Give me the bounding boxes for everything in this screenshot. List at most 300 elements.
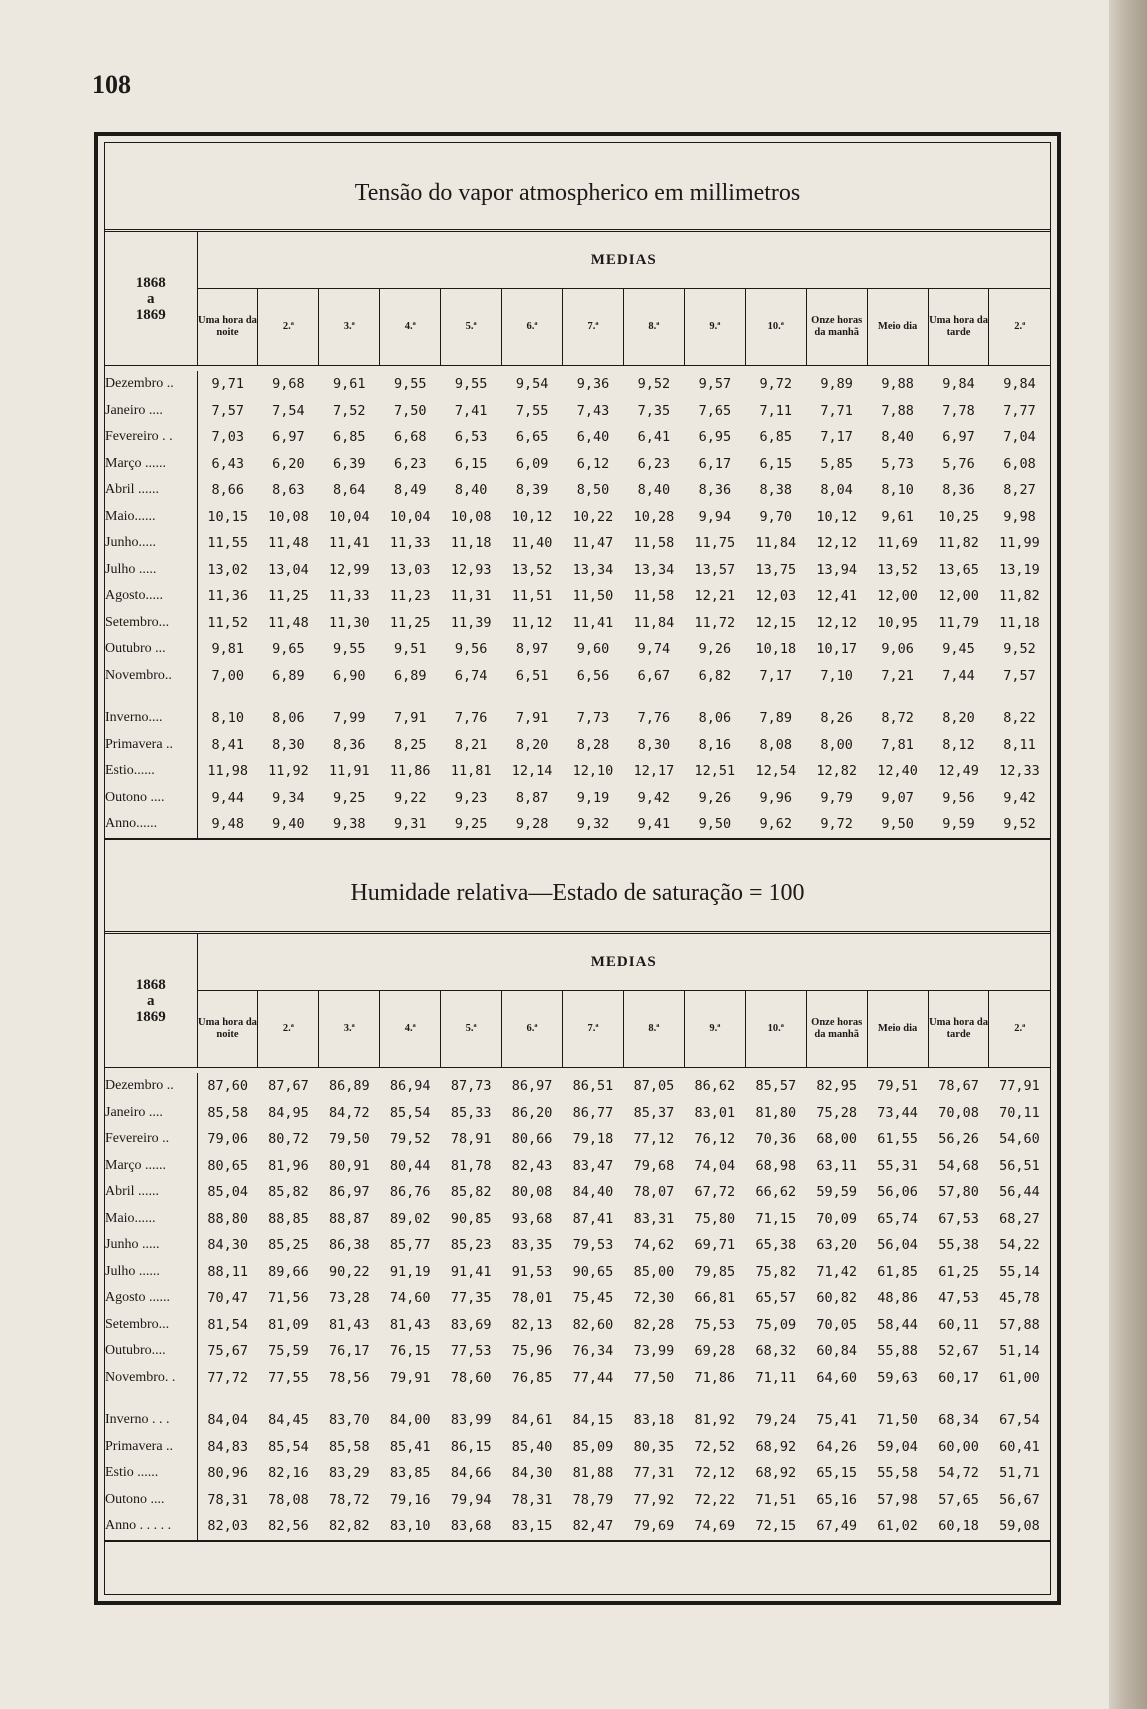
season-row xyxy=(105,705,1050,732)
table-cell: 93,68 xyxy=(511,1210,553,1227)
row-label: Outono .... xyxy=(105,785,197,812)
row-label: Julho ..... xyxy=(105,557,197,584)
row-label: Janeiro .... xyxy=(105,1100,197,1127)
table-cell: 79,18 xyxy=(572,1131,614,1148)
row-label: Junho..... xyxy=(105,530,197,557)
table-cell: 8,08 xyxy=(759,736,793,753)
table-cell: 83,15 xyxy=(511,1518,553,1535)
table-cell: 6,85 xyxy=(759,429,793,446)
month-row xyxy=(105,398,1050,425)
table-cell: 11,33 xyxy=(328,588,370,605)
table-cell: 12,15 xyxy=(755,614,797,631)
table-cell: 12,93 xyxy=(450,561,492,578)
table-cell: 75,67 xyxy=(207,1343,249,1360)
table-cell: 6,51 xyxy=(515,667,549,684)
table-cell: 81,96 xyxy=(268,1157,309,1174)
table-cell: 70,11 xyxy=(999,1104,1040,1121)
month-row xyxy=(105,477,1050,504)
month-row xyxy=(105,451,1050,478)
table-cell: 9,84 xyxy=(942,376,975,393)
row-label: Dezembro .. xyxy=(105,1073,197,1100)
row-label: Setembro... xyxy=(105,610,197,637)
row-label: Maio...... xyxy=(105,504,197,531)
table-cell: 7,99 xyxy=(333,710,366,727)
table-cell: 13,34 xyxy=(572,561,614,578)
table-cell: 75,96 xyxy=(511,1343,553,1360)
table-cell: 10,25 xyxy=(938,508,979,525)
table-cell: 11,18 xyxy=(999,614,1040,631)
table-cell: 60,17 xyxy=(938,1369,979,1386)
table-cell: 11,30 xyxy=(328,614,370,631)
table-cell: 57,88 xyxy=(999,1316,1040,1333)
table-cell: 85,09 xyxy=(572,1438,614,1455)
table-cell: 83,47 xyxy=(572,1157,614,1174)
table-cell: 73,28 xyxy=(328,1290,370,1307)
table-cell: 10,15 xyxy=(207,508,249,525)
table-cell: 9,74 xyxy=(637,641,671,658)
table-cell: 9,68 xyxy=(272,376,305,393)
column-header: 8.ª xyxy=(623,289,684,366)
table-cell: 11,31 xyxy=(450,588,492,605)
table-cell: 8,39 xyxy=(515,482,549,499)
table-cell: 6,89 xyxy=(272,667,305,684)
month-row xyxy=(105,1338,1050,1365)
table-cell: 56,06 xyxy=(877,1184,918,1201)
table-cell: 77,35 xyxy=(450,1290,492,1307)
table-cell: 84,72 xyxy=(328,1104,370,1121)
table-cell: 60,82 xyxy=(816,1290,857,1307)
table-cell: 11,81 xyxy=(450,763,492,780)
table-cell: 12,82 xyxy=(816,763,857,780)
vapor-tension-title: Tensão do vapor atmospherico em millimetros xyxy=(354,180,801,206)
table-cell: 9,88 xyxy=(881,376,914,393)
table-cell: 9,59 xyxy=(942,816,975,833)
row-label: Julho ...... xyxy=(105,1259,197,1286)
table-cell: 11,12 xyxy=(511,614,553,631)
table-cell: 6,95 xyxy=(698,429,732,446)
table-cell: 80,72 xyxy=(268,1131,309,1148)
table-cell: 88,11 xyxy=(207,1263,249,1280)
table-cell: 61,55 xyxy=(877,1131,918,1148)
row-label: Abril ...... xyxy=(105,477,197,504)
table-cell: 8,36 xyxy=(942,482,975,499)
table-cell: 81,43 xyxy=(389,1316,431,1333)
table-cell: 85,37 xyxy=(633,1104,675,1121)
table-cell: 11,58 xyxy=(633,535,675,552)
table-cell: 87,41 xyxy=(572,1210,614,1227)
table-cell: 5,76 xyxy=(942,455,975,472)
table-cell: 76,12 xyxy=(694,1131,736,1148)
table-cell: 78,79 xyxy=(572,1491,614,1508)
row-label: Novembro.. xyxy=(105,663,197,690)
table-cell: 85,25 xyxy=(268,1237,309,1254)
table-cell: 8,11 xyxy=(1003,736,1036,753)
column-header: 6.ª xyxy=(502,991,563,1068)
table-cell: 82,16 xyxy=(268,1465,309,1482)
table-cell: 7,04 xyxy=(1003,429,1036,446)
table-cell: 78,56 xyxy=(328,1369,370,1386)
table-cell: 13,52 xyxy=(511,561,553,578)
year-range-header xyxy=(105,933,197,1068)
table-cell: 82,56 xyxy=(268,1518,309,1535)
table-cell: 11,36 xyxy=(207,588,249,605)
table-cell: 8,50 xyxy=(576,482,610,499)
table-cell: 11,82 xyxy=(938,535,979,552)
table-cell: 85,33 xyxy=(450,1104,492,1121)
table-cell: 75,53 xyxy=(694,1316,736,1333)
table-cell: 89,02 xyxy=(389,1210,431,1227)
table-cell: 11,41 xyxy=(328,535,370,552)
data-table xyxy=(105,931,1050,1546)
table-cell: 61,85 xyxy=(877,1263,918,1280)
table-cell: 6,43 xyxy=(211,455,244,472)
season-row xyxy=(105,785,1050,812)
table-cell: 8,87 xyxy=(515,789,549,806)
table-cell: 55,14 xyxy=(999,1263,1040,1280)
row-label: Estio ...... xyxy=(105,1460,197,1487)
month-row xyxy=(105,1179,1050,1206)
table-cell: 71,51 xyxy=(755,1491,797,1508)
table-cell: 76,85 xyxy=(511,1369,553,1386)
table-cell: 7,10 xyxy=(820,667,853,684)
table-cell: 59,63 xyxy=(877,1369,918,1386)
table-cell: 9,98 xyxy=(1003,508,1036,525)
table-cell: 6,82 xyxy=(698,667,732,684)
table-cell: 9,34 xyxy=(272,789,305,806)
table-cell: 90,22 xyxy=(328,1263,370,1280)
table-cell: 65,15 xyxy=(816,1465,857,1482)
table-cell: 11,84 xyxy=(633,614,675,631)
table-cell: 8,66 xyxy=(211,482,244,499)
table-cell: 85,04 xyxy=(207,1184,249,1201)
month-row xyxy=(105,424,1050,451)
table-cell: 11,41 xyxy=(572,614,614,631)
table-cell: 51,71 xyxy=(999,1465,1040,1482)
table-cell: 10,17 xyxy=(816,641,857,658)
table-cell: 7,77 xyxy=(1003,402,1036,419)
column-header: 2.ª xyxy=(258,289,319,366)
table-cell: 72,15 xyxy=(755,1518,797,1535)
table-cell: 12,33 xyxy=(999,763,1040,780)
row-label: Novembro. . xyxy=(105,1365,197,1392)
column-header: 9.ª xyxy=(684,289,745,366)
table-cell: 77,92 xyxy=(633,1491,675,1508)
table-cell: 81,88 xyxy=(572,1465,614,1482)
month-row xyxy=(105,371,1050,398)
table-cell: 13,04 xyxy=(268,561,309,578)
table-cell: 63,20 xyxy=(816,1237,857,1254)
table-cell: 85,57 xyxy=(755,1078,797,1095)
table-cell: 6,97 xyxy=(942,429,975,446)
table-cell: 78,31 xyxy=(207,1491,249,1508)
table-cell: 65,74 xyxy=(877,1210,918,1227)
table-cell: 7,21 xyxy=(881,667,914,684)
table-cell: 83,18 xyxy=(633,1412,675,1429)
table-cell: 78,01 xyxy=(511,1290,553,1307)
table-cell: 9,62 xyxy=(759,816,793,833)
table-cell: 6,15 xyxy=(759,455,793,472)
medias-header: MEDIAS xyxy=(197,231,1050,289)
month-row xyxy=(105,530,1050,557)
table-cell: 8,00 xyxy=(820,736,853,753)
column-header: Meio dia xyxy=(867,289,928,366)
table-cell: 11,48 xyxy=(268,535,309,552)
table-cell: 83,68 xyxy=(450,1518,492,1535)
table-cell: 10,18 xyxy=(755,641,797,658)
row-label: Janeiro .... xyxy=(105,398,197,425)
table-cell: 7,17 xyxy=(759,667,793,684)
table-cell: 59,59 xyxy=(816,1184,857,1201)
year-range-part: 1869 xyxy=(135,1008,166,1025)
row-label: Dezembro .. xyxy=(105,371,197,398)
table-cell: 78,67 xyxy=(938,1078,979,1095)
table-cell: 8,40 xyxy=(454,482,488,499)
table-cell: 82,47 xyxy=(572,1518,614,1535)
table-cell: 7,00 xyxy=(211,667,244,684)
table-cell: 9,40 xyxy=(272,816,305,833)
table-cell: 11,69 xyxy=(877,535,918,552)
table-cell: 11,91 xyxy=(328,763,370,780)
table-cell: 83,31 xyxy=(633,1210,675,1227)
table-cell: 9,81 xyxy=(211,641,244,658)
table-cell: 86,38 xyxy=(328,1237,370,1254)
table-cell: 81,78 xyxy=(450,1157,492,1174)
table-cell: 8,41 xyxy=(211,736,244,753)
table-cell: 12,40 xyxy=(877,763,918,780)
month-row xyxy=(105,636,1050,663)
season-row xyxy=(105,732,1050,759)
table-cell: 13,03 xyxy=(389,561,431,578)
table-cell: 56,44 xyxy=(999,1184,1040,1201)
table-cell: 12,51 xyxy=(694,763,736,780)
table-cell: 79,85 xyxy=(694,1263,736,1280)
table-cell: 83,29 xyxy=(328,1465,370,1482)
table-cell: 8,40 xyxy=(637,482,671,499)
table-cell: 84,30 xyxy=(511,1465,553,1482)
table-cell: 56,04 xyxy=(877,1237,918,1254)
table-cell: 9,23 xyxy=(454,789,488,806)
row-label: Abril ...... xyxy=(105,1179,197,1206)
table-cell: 80,44 xyxy=(389,1157,431,1174)
table-cell: 9,32 xyxy=(576,816,610,833)
table-cell: 60,84 xyxy=(816,1343,857,1360)
table-cell: 77,72 xyxy=(207,1369,249,1386)
row-label: Anno . . . . . xyxy=(105,1513,197,1541)
month-row xyxy=(105,583,1050,610)
table-cell: 81,43 xyxy=(328,1316,370,1333)
table-cell: 9,45 xyxy=(942,641,975,658)
table-cell: 58,44 xyxy=(877,1316,918,1333)
month-row xyxy=(105,1232,1050,1259)
table-cell: 70,09 xyxy=(816,1210,857,1227)
table-cell: 56,51 xyxy=(999,1157,1040,1174)
table-cell: 56,67 xyxy=(999,1491,1040,1508)
table-cell: 80,96 xyxy=(207,1465,249,1482)
table-cell: 57,98 xyxy=(877,1491,918,1508)
season-row xyxy=(105,1460,1050,1487)
table-cell: 55,88 xyxy=(877,1343,918,1360)
row-label: Inverno . . . xyxy=(105,1407,197,1434)
table-cell: 80,35 xyxy=(633,1438,675,1455)
table-cell: 9,50 xyxy=(698,816,732,833)
table-cell: 12,12 xyxy=(816,614,857,631)
table-cell: 8,06 xyxy=(698,710,732,727)
table-cell: 75,59 xyxy=(268,1343,309,1360)
table-cell: 67,54 xyxy=(999,1412,1040,1429)
table-cell: 12,17 xyxy=(633,763,675,780)
table-cell: 9,79 xyxy=(820,789,853,806)
table-cell: 9,42 xyxy=(1003,789,1036,806)
table-cell: 71,11 xyxy=(755,1369,797,1386)
table-cell: 6,97 xyxy=(272,429,305,446)
table-frame xyxy=(94,132,1061,1605)
row-label: Fevereiro .. xyxy=(105,1126,197,1153)
table-cell: 10,22 xyxy=(572,508,614,525)
table-cell: 82,95 xyxy=(816,1078,857,1095)
table-cell: 79,68 xyxy=(633,1157,675,1174)
table-cell: 84,83 xyxy=(207,1438,249,1455)
table-cell: 61,25 xyxy=(938,1263,979,1280)
table-cell: 9,38 xyxy=(333,816,366,833)
table-cell: 7,54 xyxy=(272,402,305,419)
table-cell: 9,41 xyxy=(637,816,671,833)
table-cell: 79,51 xyxy=(877,1078,918,1095)
season-row xyxy=(105,1434,1050,1461)
table-cell: 11,86 xyxy=(389,763,431,780)
table-cell: 11,40 xyxy=(511,535,553,552)
table-cell: 66,62 xyxy=(755,1184,797,1201)
table-cell: 79,94 xyxy=(450,1491,492,1508)
month-row xyxy=(105,1365,1050,1392)
table-cell: 11,72 xyxy=(694,614,736,631)
table-cell: 80,08 xyxy=(511,1184,553,1201)
table-cell: 8,04 xyxy=(820,482,853,499)
table-cell: 87,67 xyxy=(268,1078,309,1095)
table-cell: 76,17 xyxy=(328,1343,370,1360)
table-cell: 6,23 xyxy=(393,455,427,472)
column-header: Uma hora da noite xyxy=(197,991,258,1068)
table-cell: 68,00 xyxy=(816,1131,857,1148)
table-cell: 11,48 xyxy=(268,614,309,631)
table-cell: 79,52 xyxy=(389,1131,431,1148)
table-cell: 11,52 xyxy=(207,614,249,631)
table-cell: 9,50 xyxy=(881,816,914,833)
table-cell: 9,19 xyxy=(576,789,610,806)
table-cell: 11,25 xyxy=(389,614,431,631)
table-cell: 7,89 xyxy=(759,710,793,727)
column-header: 4.ª xyxy=(380,991,441,1068)
table-cell: 84,40 xyxy=(572,1184,614,1201)
table-cell: 6,67 xyxy=(637,667,671,684)
table-cell: 77,55 xyxy=(268,1369,309,1386)
table-cell: 82,13 xyxy=(511,1316,553,1333)
page-number: 108 xyxy=(92,70,131,99)
table-cell: 69,28 xyxy=(694,1343,736,1360)
table-cell: 48,86 xyxy=(877,1290,918,1307)
table-cell: 71,86 xyxy=(694,1369,736,1386)
table-cell: 79,06 xyxy=(207,1131,249,1148)
table-cell: 7,88 xyxy=(881,402,914,419)
table-cell: 67,53 xyxy=(938,1210,979,1227)
table-cell: 84,66 xyxy=(450,1465,492,1482)
table-cell: 88,87 xyxy=(328,1210,370,1227)
table-cell: 65,16 xyxy=(816,1491,857,1508)
table-cell: 11,47 xyxy=(572,535,614,552)
table-cell: 9,48 xyxy=(211,816,244,833)
table-cell: 88,80 xyxy=(207,1210,249,1227)
table-cell: 45,78 xyxy=(999,1290,1040,1307)
table-cell: 76,15 xyxy=(389,1343,431,1360)
table-cell: 6,89 xyxy=(393,667,427,684)
table-cell: 13,34 xyxy=(633,561,675,578)
table-cell: 12,00 xyxy=(877,588,918,605)
column-header: 7.ª xyxy=(563,991,624,1068)
column-header: Uma hora da noite xyxy=(197,289,258,366)
table-cell: 10,04 xyxy=(389,508,431,525)
table-cell: 78,07 xyxy=(633,1184,675,1201)
table-cell: 83,70 xyxy=(328,1412,370,1429)
table-cell: 71,56 xyxy=(268,1290,309,1307)
season-row xyxy=(105,758,1050,785)
table-cell: 7,44 xyxy=(942,667,975,684)
table-cell: 83,69 xyxy=(450,1316,492,1333)
table-cell: 9,84 xyxy=(1003,376,1036,393)
table-cell: 85,23 xyxy=(450,1237,492,1254)
year-range-header xyxy=(105,231,197,366)
table-cell: 80,66 xyxy=(511,1131,553,1148)
table-cell: 8,38 xyxy=(759,482,793,499)
table-cell: 10,95 xyxy=(877,614,918,631)
table-cell: 5,85 xyxy=(820,455,853,472)
table-cell: 82,43 xyxy=(511,1157,553,1174)
year-range-part: 1869 xyxy=(135,306,166,323)
table-cell: 81,54 xyxy=(207,1316,249,1333)
table-cell: 8,72 xyxy=(881,710,914,727)
column-header: 3.ª xyxy=(319,289,380,366)
table-cell: 52,67 xyxy=(938,1343,979,1360)
page-edge xyxy=(1109,0,1147,1709)
table-cell: 7,76 xyxy=(637,710,671,727)
table-cell: 67,72 xyxy=(694,1184,736,1201)
year-range-part: 1868 xyxy=(135,976,166,993)
table-cell: 10,12 xyxy=(511,508,553,525)
table-cell: 11,58 xyxy=(633,588,675,605)
row-label: Março ...... xyxy=(105,1153,197,1180)
table-cell: 85,82 xyxy=(268,1184,309,1201)
table-cell: 9,52 xyxy=(637,376,671,393)
row-label: Junho ..... xyxy=(105,1232,197,1259)
table-cell: 68,92 xyxy=(755,1465,797,1482)
table-cell: 83,01 xyxy=(694,1104,736,1121)
row-label: Agosto ...... xyxy=(105,1285,197,1312)
table-cell: 6,23 xyxy=(637,455,671,472)
column-header: 7.ª xyxy=(563,289,624,366)
table-cell: 8,25 xyxy=(393,736,427,753)
table-cell: 7,57 xyxy=(1003,667,1036,684)
table-cell: 13,52 xyxy=(877,561,918,578)
table-cell: 86,77 xyxy=(572,1104,614,1121)
table-cell: 65,57 xyxy=(755,1290,797,1307)
column-header: Onze horas da manhã xyxy=(806,289,867,366)
table-cell: 57,65 xyxy=(938,1491,979,1508)
table-cell: 6,08 xyxy=(1003,455,1036,472)
row-label: Estio...... xyxy=(105,758,197,785)
table-cell: 13,65 xyxy=(938,561,979,578)
table-cell: 83,35 xyxy=(511,1237,553,1254)
table-cell: 9,07 xyxy=(881,789,914,806)
table-cell: 54,68 xyxy=(938,1157,979,1174)
table-cell: 79,50 xyxy=(328,1131,370,1148)
